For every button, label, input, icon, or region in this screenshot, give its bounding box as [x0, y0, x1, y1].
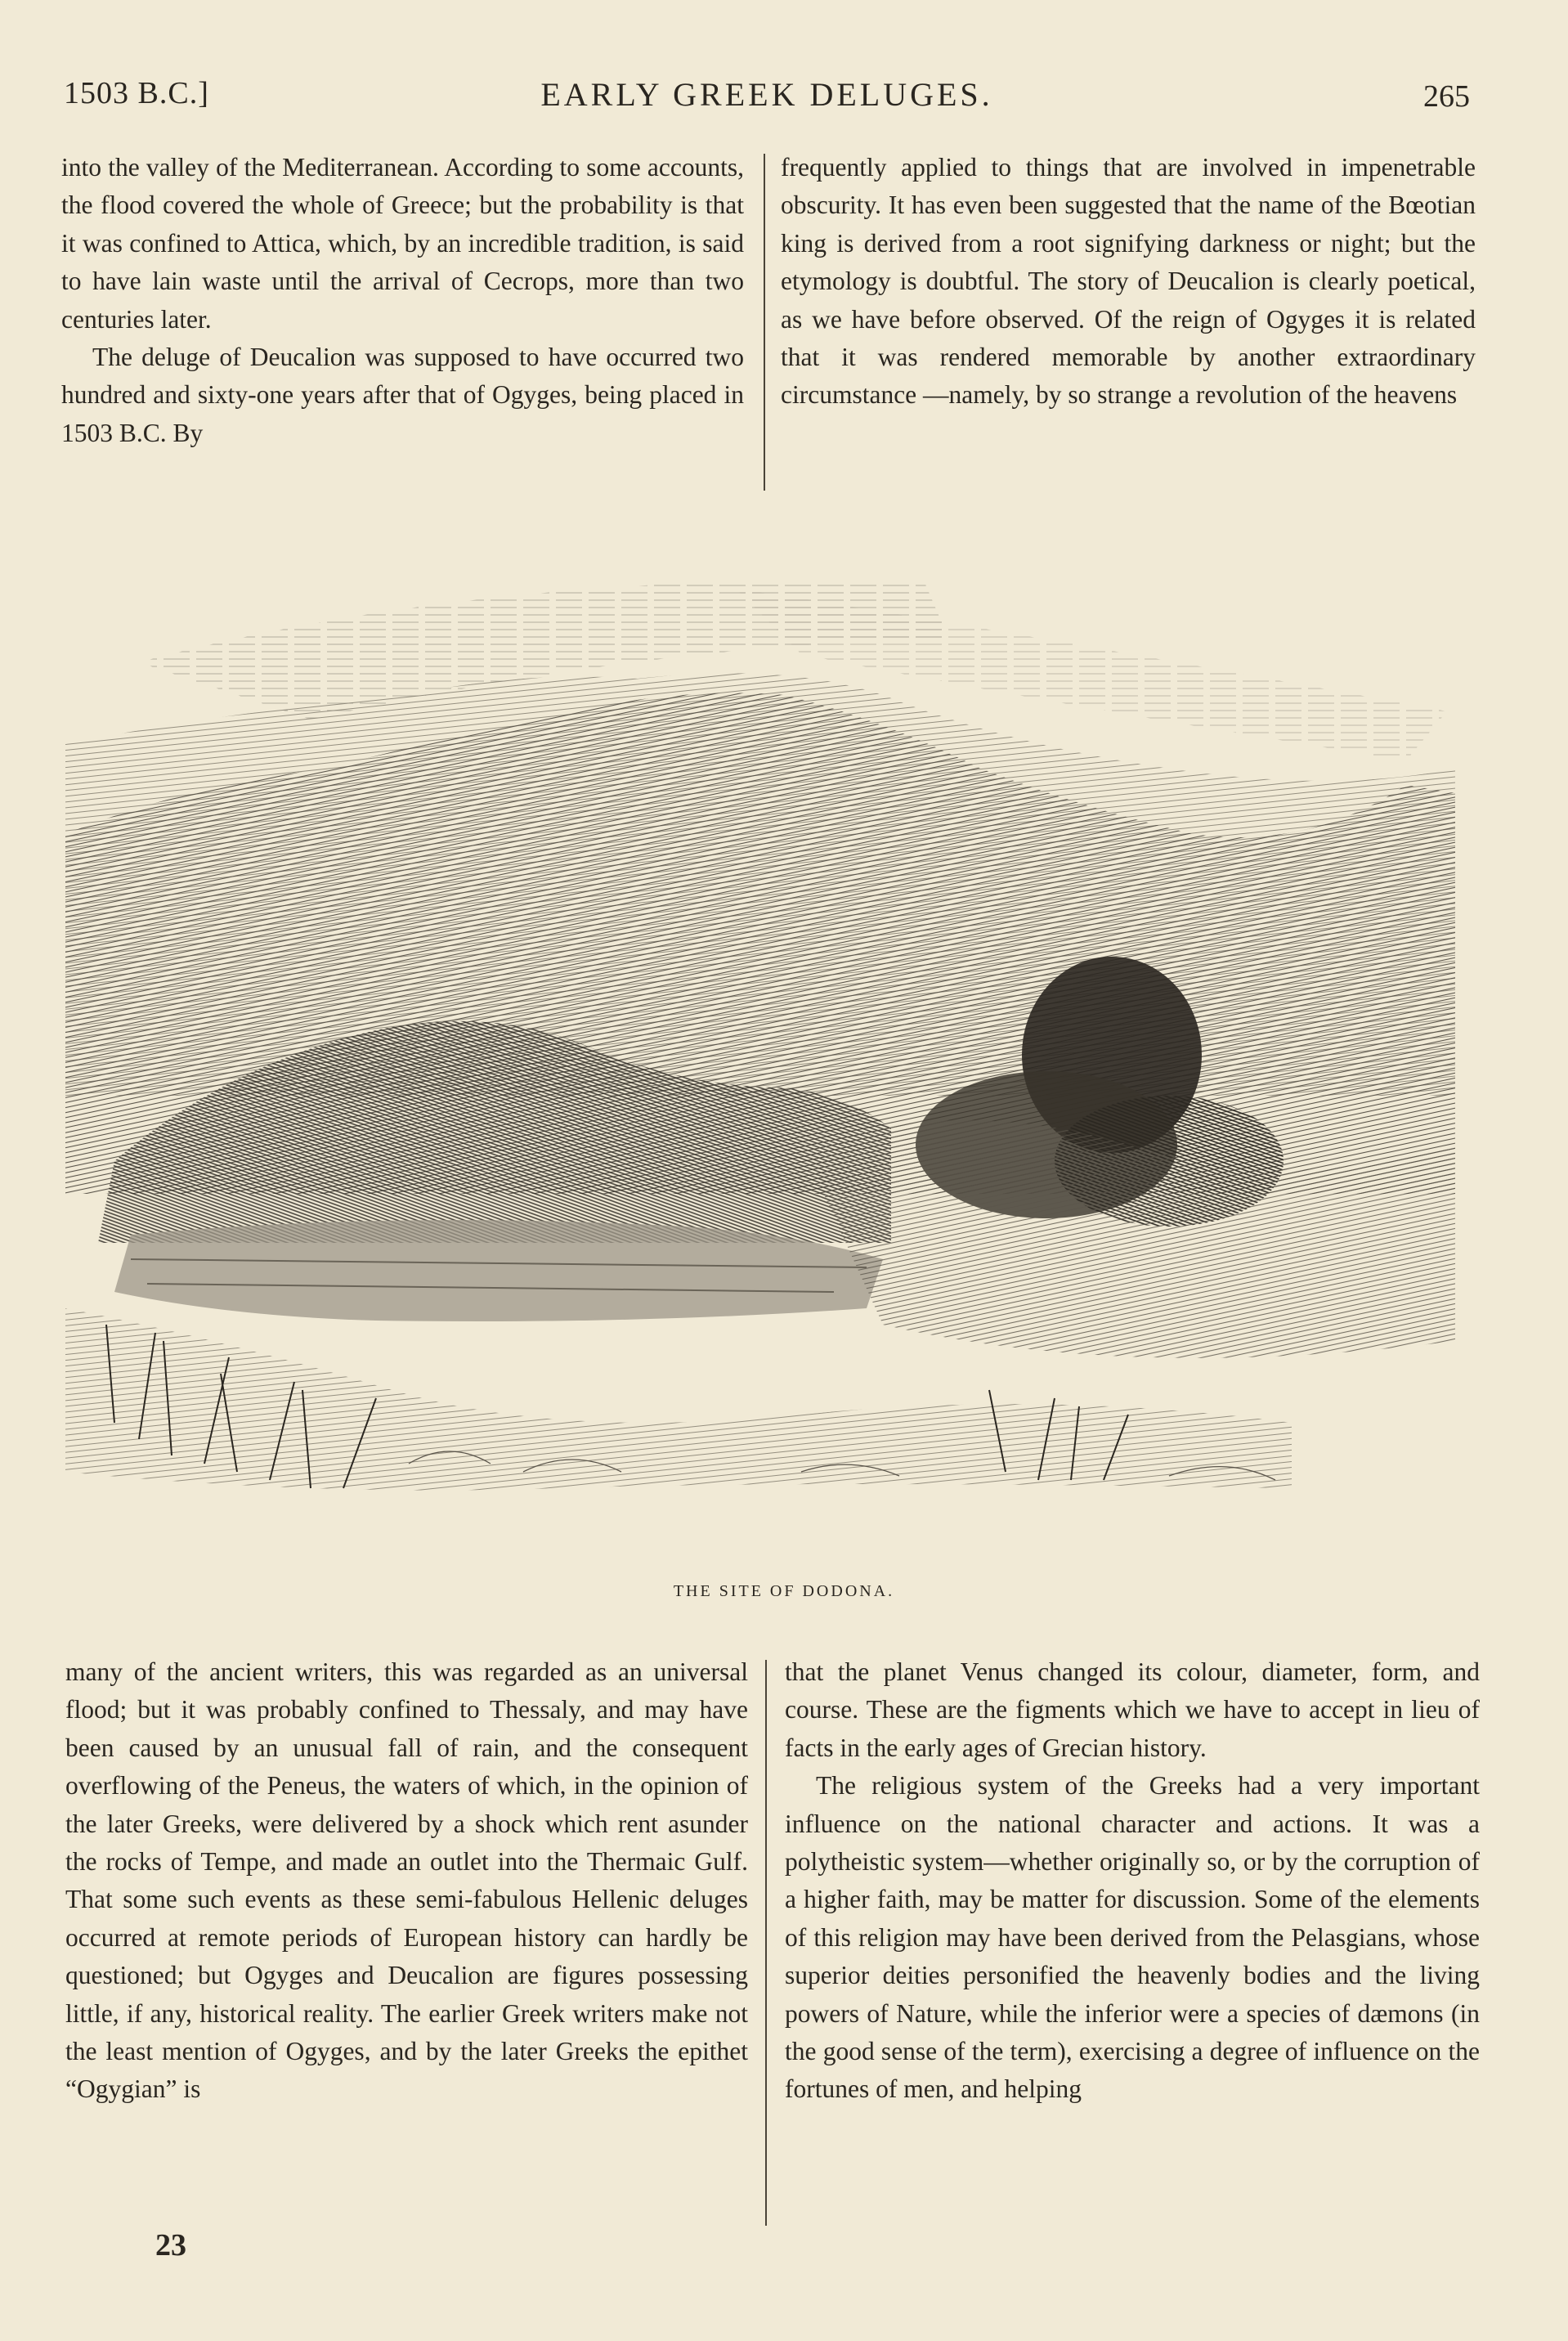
- engraving-site-of-dodona: [65, 523, 1488, 1570]
- signature-mark: 23: [155, 2228, 186, 2263]
- running-header: [64, 75, 1470, 116]
- paragraph: many of the ancient writers, this was regarded as an universal flood; but it was probably confined to Thessaly, and may have been caused by an unusual fall of rain, and the consequent overflowing of the Peneus, the waters of which, in the opinion of the later Greeks, were delivered by a shock which rent asunder the rocks of Tempe, and made an outlet into the Thermaic Gulf. That some such events as these semi-fabulous Hellenic deluges occurred at remote periods of European history can hardly be questioned; but Ogyges and Deucalion are figures possessing little, if any, historical reality. The earlier Greek writers make not the least mention of Ogyges, and by the later Greeks the epithet “Ogygian” is: [65, 1657, 748, 2104]
- top-left-column: [61, 149, 744, 452]
- bottom-right-column: [785, 1653, 1480, 2109]
- paragraph: The deluge of Deucalion was supposed to have occurred two hundred and sixty-one years after that of Ogyges, being placed in 1503 B.C. By: [61, 343, 744, 447]
- column-rule: [764, 154, 765, 491]
- paragraph: that the planet Venus changed its colour, diameter, form, and course. These are the figments which we have to accept in lieu of facts in the early ages of Grecian history.: [785, 1657, 1480, 1762]
- header-title: EARLY GREEK DELUGES.: [540, 76, 993, 113]
- top-right-column: [781, 149, 1476, 415]
- bottom-left-column: [65, 1653, 748, 2109]
- paragraph: The religious system of the Greeks had a very important influence on the national character and actions. It was a polytheistic system—whether originally so, or by the corruption of a higher faith, may be matter for discussion. Some of the elements of this religion may have been derived from the Pelasgians, whose superior deities personified the heavenly bodies and the living powers of Nature, while the inferior were a species of dæmons (in the good sense of the term), exercising a degree of influence on the fortunes of men, and helping: [785, 1771, 1480, 2104]
- page-number: 265: [1423, 79, 1470, 114]
- paragraph: into the valley of the Mediterranean. According to some accounts, the flood covered the whole of Greece; but the probability is that it was confined to Attica, which, by an incredible tradition, is said to have lain waste until the arrival of Cecrops, more than two centuries later.: [61, 153, 744, 334]
- column-rule: [765, 1660, 767, 2226]
- figure-caption: THE SITE OF DODONA.: [673, 1582, 895, 1600]
- header-date: 1503 B.C.]: [64, 76, 209, 110]
- paragraph: frequently applied to things that are involved in impenetrable obscurity. It has even been suggested that the name of the Bœotian king is derived from a root signifying darkness or night; but the etymology is doubtful. The story of Deucalion is clearly poetical, as we have before observed. Of the reign of Ogyges it is related that it was rendered memorable by another extraordinary circumstance —namely, by so strange a revolution of the heavens: [781, 153, 1476, 410]
